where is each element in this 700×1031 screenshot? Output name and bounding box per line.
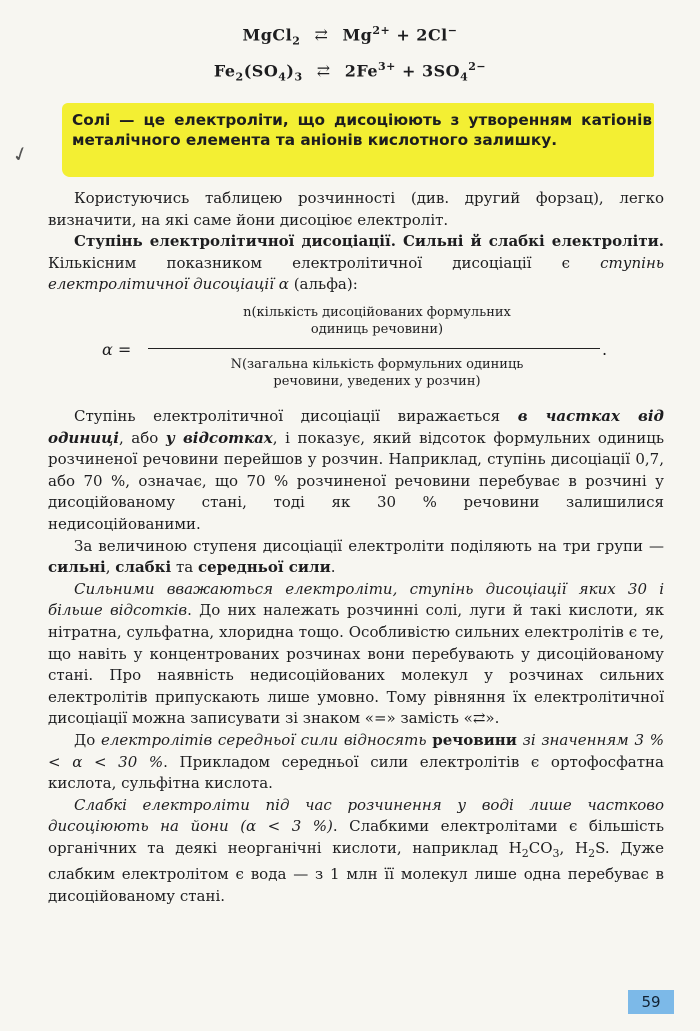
equilibrium-arrow-icon: ⇄ bbox=[316, 61, 331, 81]
paragraph-weak-electrolytes: Слабкі електроліти під час розчинення у воді лише частково дисоціюють на йони (α < 3 %). Слабкими електролітами є більшість органічних та деякі неорганічні кислоти, наприклад $H_2CO_3$, $H_2S$. Дуже слабким електролітом є вода — з 1 млн її молекул лише одна перебуває в дисоційованому стані. bbox=[48, 795, 665, 906]
salt-definition: Солі — це електроліти, що дисоціюють з утворенням катіонів металічного елемента та аніонів кислотного залишку. bbox=[72, 111, 652, 149]
paragraph-solubility-table: Користуючись таблицею розчинності (див. другий форзац), легко визначити, на які саме йони дисоціює електроліт. bbox=[48, 189, 664, 229]
equilibrium-arrow-icon: ⇄ bbox=[314, 25, 329, 45]
page-number: 59 bbox=[628, 990, 674, 1014]
paragraph-three-groups: За величиною ступеня дисоціації електроліти поділяють на три групи — сильні, слабкі та середньої сили. bbox=[48, 536, 664, 577]
formula-denominator: N(загальна кількість формульних одиниць речовини, уведених у розчин) bbox=[230, 357, 524, 389]
equation-mgcl2: MgCl$_2$ ⇄ $Mg^{2+} + 2Cl^-$ bbox=[242, 24, 458, 48]
section-heading: Ступінь електролітичної дисоціації. Сильні й слабкі електроліти. bbox=[74, 232, 664, 251]
pencil-checkmark-icon: ✓ bbox=[8, 139, 33, 169]
formula-numerator: n(кількість дисоційованих формульних одиниць речовини) bbox=[243, 305, 511, 337]
fraction-bar bbox=[148, 348, 600, 349]
paragraph-strong-electrolytes: Сильними вважаються електроліти, ступінь дисоціації яких 30 і більше відсотків. До них належать розчинні солі, луги й такі кислоти, як нітратна, сульфатна, хлоридна тощо. Особливістю сильних електролітів є те, що навіть у концентрованих розчинах вони перебувають у дисоційованому стані. Про наявність недисоційованих молекул у розчинах сильних електролітів припускають лише умовно. Тому рівняння їх електролітичної дисоціації можна записувати зі знаком «=» замість «⇄». bbox=[48, 579, 665, 728]
alpha-formula: α = n(кількість дисоційованих формульних одиниць речовини) N(загальна кількість формульних одиниць речовини, уведених у розчин) . bbox=[102, 304, 622, 396]
paragraph-medium-electrolytes: До електролітів середньої сили відносять речовини зі значенням 3 % < α < 30 %. Прикладом середньої сили електролітів є ортофосфатна кислота, сульфітна кислота. bbox=[48, 730, 664, 793]
equation-fe2so43: $Fe_2(SO_4)_3$ ⇄ $2Fe^{3+} + 3SO_4^{2-}$ bbox=[213, 60, 487, 84]
paragraph-dissociation-degree-intro: Ступінь електролітичної дисоціації. Сильні й слабкі електроліти. Кількісним показником електролітичної дисоціації є ступінь електролітичної дисоціації α (альфа): bbox=[48, 232, 664, 294]
paragraph-degree-expression: Ступінь електролітичної дисоціації виражається в частках від одиниці, або у відсотках, і показує, який відсоток формульних одиниць розчиненої речовини перейшов у розчин. Наприклад, ступінь дисоціації 0,7, або 70 %, означає, що 70 % розчиненої речовини перебуває в розчині у дисоційованому стані, тоді як 30 % речовини залишилися недисоційованими. bbox=[48, 407, 665, 533]
text-block-main bbox=[48, 406, 664, 908]
text-block-top bbox=[48, 188, 664, 296]
